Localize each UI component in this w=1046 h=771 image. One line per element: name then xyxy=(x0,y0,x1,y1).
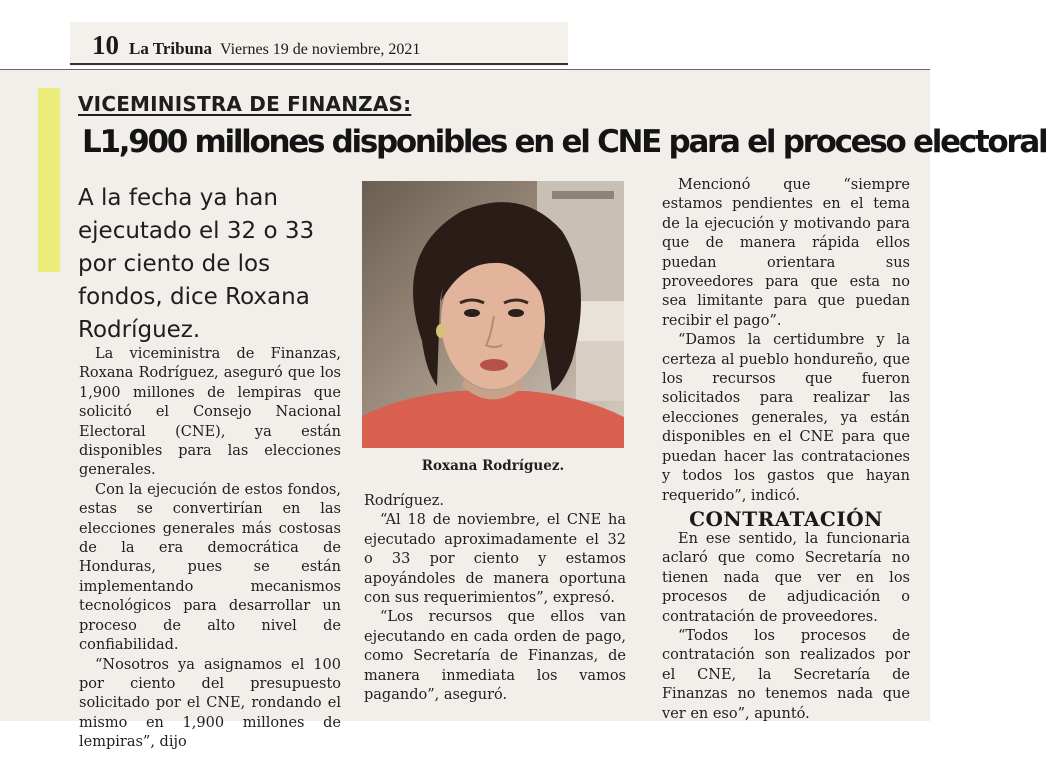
article-dek: A la fecha ya han ejecutado el 32 o 33 por ciento de los fondos, dice Roxana Rodríguez. xyxy=(78,185,315,343)
publication-date: Viernes 19 de noviembre, 2021 xyxy=(220,41,421,58)
portrait-photo xyxy=(362,181,624,448)
paragraph: Con la ejecución de estos fondos, estas se convertirían en las elecciones generales más costosas de la era democrática de Honduras, pues se están implementando mecanismos tecnológicos para desarrollar un proceso de alto nivel de confiabilidad. xyxy=(79,481,341,654)
article-column-1 xyxy=(79,345,341,753)
article-column-3 xyxy=(662,176,910,506)
paragraph: Rodríguez. xyxy=(364,493,444,509)
newspaper-name: La Tribuna xyxy=(129,39,212,58)
paragraph: “Al 18 de noviembre, el CNE ha ejecutado aproximadamente el 32 o 33 por ciento y estamos apoyándoles de manera oportuna con sus requerimientos”, expresó. xyxy=(364,512,626,607)
paragraph: “Todos los procesos de contratación son realizados por el CNE, la Secretaría de Finanzas no tenemos nada que ver en eso”, apuntó. xyxy=(662,628,910,722)
article-headline: L1,900 millones disponibles en el CNE para el proceso electoral xyxy=(82,124,1046,160)
highlighter-mark xyxy=(38,88,60,272)
article-kicker: VICEMINISTRA DE FINANZAS: xyxy=(78,92,412,116)
page-number: 10 xyxy=(92,30,119,60)
photo-caption: Roxana Rodríguez. xyxy=(421,458,565,474)
paragraph: En ese sentido, la funcionaria aclaró que como Secretaría no tienen nada que ver en los procesos de adjudicación o contratación de proveedores. xyxy=(662,531,910,625)
article-column-2 xyxy=(364,492,626,705)
article-column-4 xyxy=(662,530,910,724)
page-header xyxy=(92,30,421,60)
portrait-illustration xyxy=(362,181,624,448)
paragraph: “Los recursos que ellos van ejecutando en cada orden de pago, como Secretaría de Finanzas, de manera inmediata los vamos pagando”, aseguró. xyxy=(364,609,626,704)
section-subhead: CONTRATACIÓN xyxy=(689,507,883,531)
paragraph: Mencionó que “siempre estamos pendientes en el tema de la ejecución y motivando para que de manera rápida ellos puedan orientara sus proveedores para que esta no sea limitante para que puedan recibir el pago”. xyxy=(662,177,910,329)
paragraph: “Damos la certidumbre y la certeza al pueblo hondureño, que los recursos que fueron solicitados para realizar las elecciones generales, ya están disponibles en el CNE para que puedan hacer las contrataciones y todos los gastos que hayan requerido”, indicó. xyxy=(662,332,910,504)
clipping-top-edge xyxy=(0,69,930,70)
paragraph: La viceministra de Finanzas, Roxana Rodríguez, aseguró que los 1,900 millones de lempiras que solicitó el Consejo Nacional Electoral (CNE), ya están disponibles para las elecciones generales. xyxy=(79,346,341,479)
paragraph: “Nosotros ya asignamos el 100 por ciento del presupuesto solicitado por el CNE, rondando el mismo en 1,900 millones de lempiras”, dijo xyxy=(79,656,341,751)
header-rule xyxy=(70,63,568,65)
